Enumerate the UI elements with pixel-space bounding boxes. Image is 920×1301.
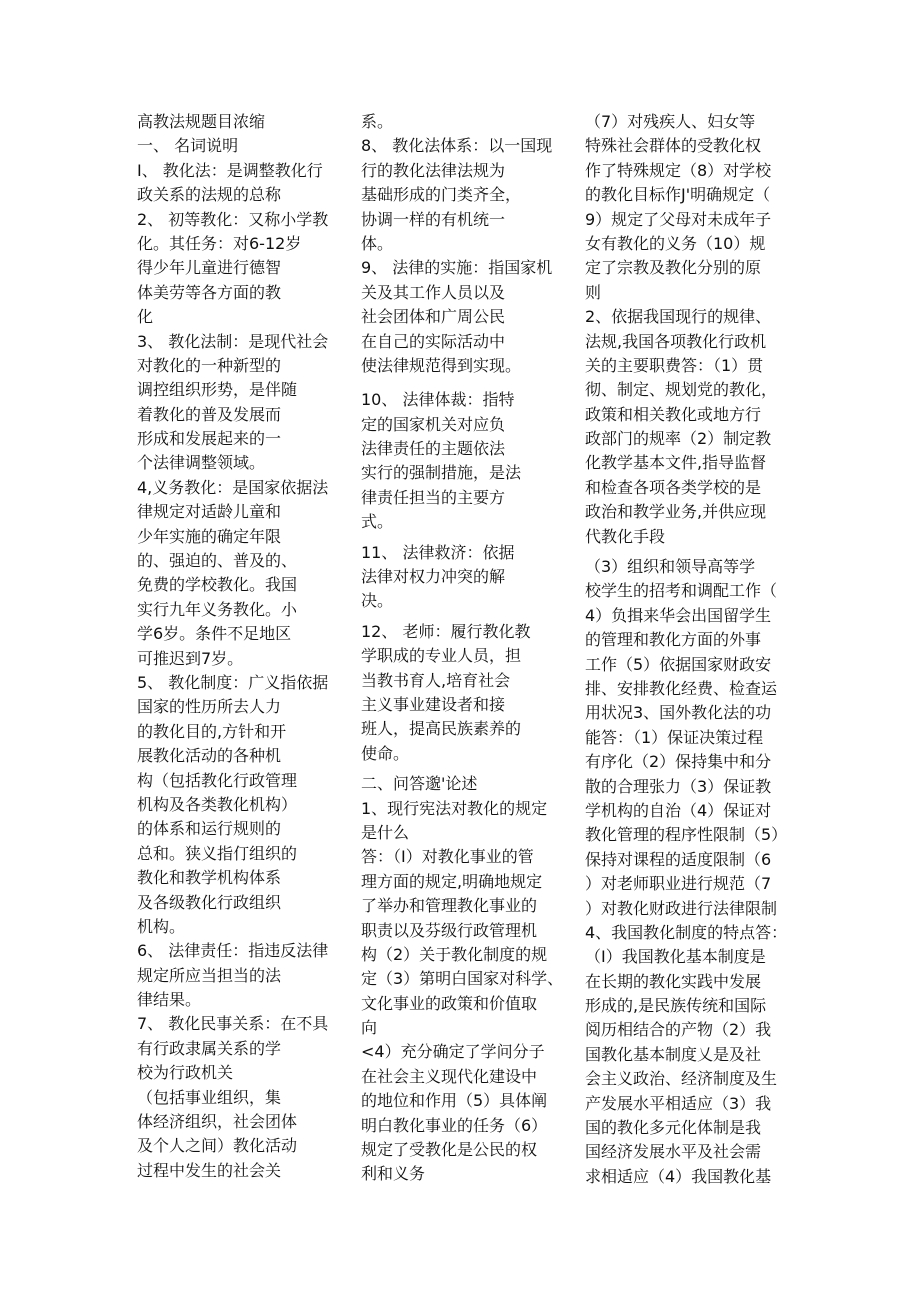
text-line: 向 — [361, 1018, 378, 1038]
text-line: 实行的强制措施，是法 — [361, 463, 522, 483]
text-line: 式。 — [361, 512, 394, 532]
text-line: 文化事业的政策和价值取 — [361, 993, 538, 1013]
text-line: 律结果。 — [137, 990, 202, 1010]
text-line: 工作（5）依据国家财政安 — [585, 654, 772, 674]
text-line: 求相适应（4）我国教化基 — [585, 1166, 772, 1186]
text-line: 规定了受教化是公民的权 — [361, 1140, 538, 1160]
text-line: 学6岁。条件不足地区 — [137, 624, 292, 644]
text-line: 校为行政机关 — [137, 1063, 234, 1083]
text-line: 在长期的教化实践中发展 — [585, 971, 762, 991]
column-right — [585, 110, 787, 1189]
text-line: 体美劳等各方面的教 — [137, 282, 282, 302]
text-line: ）对老师职业进行规范（7 — [585, 874, 772, 894]
text-line: 定（3）第明白国家对科学、 — [361, 969, 563, 989]
text-line: 化。其任务：对6-12岁 — [137, 233, 302, 253]
text-line: 法律责任的主题依法 — [361, 439, 506, 459]
text-line: 体经济组织，社会团体 — [137, 1112, 298, 1132]
text-line: 少年实施的确定年限 — [137, 526, 282, 546]
text-line: 二、问答邈'论述 — [361, 774, 478, 794]
text-line: 代教化手段 — [585, 526, 666, 546]
text-line: 得少年儿童进行德智 — [137, 258, 282, 278]
text-line: 在自己的实际活动中 — [361, 331, 506, 351]
text-line: 用状况3、国外教化法的功 — [585, 703, 772, 723]
text-line: 体。 — [361, 233, 394, 253]
text-line: 2、依据我国现行的规律、 — [585, 307, 772, 327]
text-line: 9、 法律的实施：指国家机 — [361, 258, 553, 278]
text-line: 构（包括教化行政管理 — [137, 770, 298, 790]
text-line: 定了宗教及教化分别的原 — [585, 258, 762, 278]
text-line: 6、 法律责任：指违反法律 — [137, 941, 329, 961]
text-line: 基础形成的门类齐全， — [361, 185, 522, 205]
text-line: 排、安排教化经费、检查运 — [585, 678, 778, 698]
text-line: 教化和教学机构体系 — [137, 868, 282, 888]
text-line: 政治和教学业务,并供应现 — [585, 502, 767, 522]
text-line: 调控组织形势，是伴随 — [137, 380, 298, 400]
text-line: 的体系和运行规则的 — [137, 819, 282, 839]
text-line: 在社会主义现代化建设中 — [361, 1066, 538, 1086]
text-line: 过程中发生的社会关 — [137, 1160, 282, 1180]
text-line: （3）组织和领导高等学 — [585, 557, 756, 577]
text-line: 的地位和作用（5）具体阐 — [361, 1091, 548, 1111]
text-line: 彻、制定、规划党的教化， — [585, 380, 778, 400]
text-line: 理方面的规定,明确地规定 — [361, 871, 543, 891]
text-line: 有行政隶属关系的学 — [137, 1038, 282, 1058]
text-line: 职责以及芬级行政管理机 — [361, 920, 538, 940]
text-line: 机构及各类教化机构） — [137, 794, 298, 814]
text-line: 当教书育人,培育社会 — [361, 670, 511, 690]
text-line: 律责任担当的主要方 — [361, 487, 506, 507]
text-line: 特殊社会群体的受教化权 — [585, 136, 762, 156]
text-line: I、 教化法：是调整教化行 — [137, 160, 323, 180]
text-line: 5、 教化制度：广义指依据 — [137, 672, 329, 692]
text-line: 了举办和管理教化事业的 — [361, 896, 538, 916]
text-line: 10、 法律体裁：指特 — [361, 390, 515, 410]
text-line: 政部门的规率（2）制定教 — [585, 429, 772, 449]
text-line: 则 — [585, 282, 602, 302]
text-line: 班人，提高民族素养的 — [361, 719, 522, 739]
text-line: 系。 — [361, 112, 394, 131]
text-line: 使命。 — [361, 743, 410, 763]
text-line: 12、 老师：履行教化教 — [361, 621, 531, 641]
text-line: 的管理和教化方面的外事 — [585, 630, 762, 650]
text-line: 的教化目标作J'明确规定（ — [585, 185, 771, 205]
text-line: 教化管理的程序性限制（5） — [585, 825, 787, 845]
text-line: 是什么 — [361, 822, 410, 842]
text-line: 8、 教化法体系：以一国现 — [361, 136, 553, 156]
text-line: 及各级教化行政组织 — [137, 892, 282, 912]
text-line: 形成的,是民族传统和国际 — [585, 996, 767, 1016]
text-line: 政策和相关教化或地方行 — [585, 404, 762, 424]
text-line: 法规,我国各项教化行政机 — [585, 331, 767, 351]
text-line: 会主义政治、经济制度及生 — [585, 1069, 778, 1089]
text-line: 明白教化事业的任务（6） — [361, 1115, 548, 1135]
column-middle — [361, 110, 563, 1187]
text-line: 规定所应当担当的法 — [137, 965, 282, 985]
text-line: 及个人之间）教化活动 — [137, 1136, 298, 1156]
text-line: ）对教化财政进行法律限制 — [585, 898, 778, 918]
text-line: 阅历相结合的产物（2）我 — [585, 1020, 772, 1040]
text-line: 高教法规题目浓缩 — [137, 112, 266, 131]
text-line: 校学生的招考和调配工作（ — [585, 581, 778, 601]
text-line: 9）规定了父母对未成年子 — [585, 209, 772, 229]
text-line: 一、 名词说明 — [137, 136, 239, 156]
text-line: 构（2）关于教化制度的规 — [361, 944, 548, 964]
text-line: 免费的学校教化。我国 — [137, 575, 298, 595]
text-line: 机构。 — [137, 916, 186, 936]
text-line: 3、 教化法制：是现代社会 — [137, 331, 329, 351]
column-left — [137, 110, 337, 1183]
text-line: 总和。狭义指仃组织的 — [137, 843, 298, 863]
text-line: 有序化（2）保持集中和分 — [585, 752, 772, 772]
text-line: 实行九年义务教化。小 — [137, 599, 298, 619]
spacer — [361, 378, 563, 388]
text-line: 利和义务 — [361, 1164, 426, 1184]
text-line: （I）我国教化基本制度是 — [585, 947, 766, 967]
text-line: 作了特殊规定（8）对学校 — [585, 160, 772, 180]
text-line: 定的国家机关对应负 — [361, 414, 506, 434]
text-line: 形成和发展起来的一 — [137, 429, 282, 449]
text-line: 保持对课程的适度限制（6 — [585, 849, 772, 869]
text-line: 1、现行宪法对教化的规定 — [361, 798, 548, 818]
text-line: 主义事业建设者和接 — [361, 694, 506, 714]
text-line: 关及其工作人员以及 — [361, 282, 506, 302]
text-line: 能答：（1）保证决策过程 — [585, 727, 764, 747]
text-line: 的、强迫的、普及的、 — [137, 551, 298, 571]
text-line: 协调一样的有机统一 — [361, 209, 506, 229]
text-line: 答：（I）对教化事业的管 — [361, 847, 534, 867]
text-line: 国经济发展水平及社会需 — [585, 1142, 762, 1162]
text-line: 国教化基本制度乂是及社 — [585, 1044, 762, 1064]
text-line: 律规定对适龄儿童和 — [137, 502, 282, 522]
text-line: 对教化的一种新型的 — [137, 355, 282, 375]
text-line: 散的合理张力（3）保证教 — [585, 776, 772, 796]
text-line: 政关系的法规的总称 — [137, 185, 282, 205]
text-line: 产发展水平相适应（3）我 — [585, 1093, 772, 1113]
text-line: 个法律调整领域。 — [137, 453, 266, 473]
text-line: 社会团体和广周公民 — [361, 307, 506, 327]
text-line: 女有教化的义务（10）规 — [585, 233, 766, 253]
text-line: 化教学基本文件,指导监督 — [585, 453, 767, 473]
text-line: 4,义务教化：是国家依据法 — [137, 477, 329, 497]
text-line: 4、我国教化制度的特点答： — [585, 922, 787, 942]
text-line: 国的教化多元化体制是我 — [585, 1118, 762, 1138]
text-line: 国家的性历所去人力 — [137, 697, 282, 717]
text-line: 学机构的自治（4）保证对 — [585, 800, 772, 820]
text-line: 使法律规范得到实现。 — [361, 355, 522, 375]
text-line: （包括事业组织，集 — [137, 1087, 282, 1107]
text-line: 2、 初等教化：又称小学教 — [137, 209, 329, 229]
text-line: 展教化活动的各种机 — [137, 746, 282, 766]
text-line: 行的教化法律法规为 — [361, 160, 506, 180]
text-line: 的教化目的,方针和开 — [137, 721, 287, 741]
text-line: 化 — [137, 307, 154, 327]
text-line: 7、 教化民事关系：在不具 — [137, 1014, 329, 1034]
text-line: 决。 — [361, 591, 394, 611]
text-line: 11、 法律救济：依据 — [361, 542, 515, 562]
text-line: 4）负揖来华会出国留学生 — [585, 605, 772, 625]
text-line: 法律对权力冲突的解 — [361, 567, 506, 587]
text-line: 可推迟到7岁。 — [137, 648, 244, 668]
text-line: 关的主要职费答：（1）贯 — [585, 355, 764, 375]
text-line: 和检查各项各类学校的是 — [585, 477, 762, 497]
text-line: <4）充分确定了学问分子 — [361, 1042, 545, 1062]
text-line: 学职成的专业人员，担 — [361, 646, 522, 666]
text-line: （7）对残疾人、妇女等 — [585, 112, 756, 131]
text-line: 着教化的普及发展而 — [137, 404, 282, 424]
